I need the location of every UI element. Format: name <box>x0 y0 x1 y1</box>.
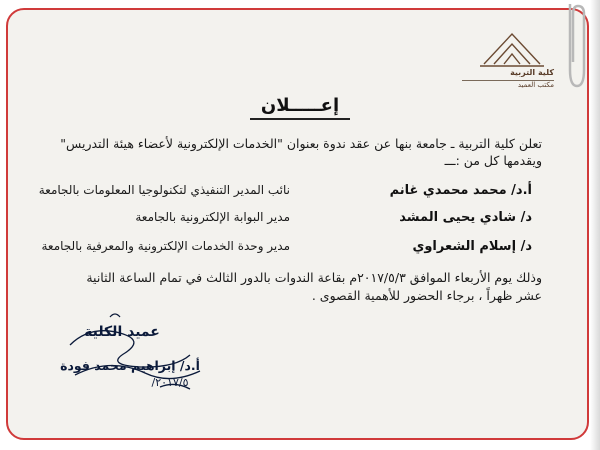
speaker-role-2: مدير البوابة الإلكترونية بالجامعة <box>135 210 290 224</box>
speaker-name-1: أ.د/ محمد محمدي غانم <box>389 183 532 198</box>
logo-subtitle: مكتب العميد <box>462 80 554 90</box>
page-shadow-edge <box>590 0 600 450</box>
details-line-2: عشر ظهراً ، برجاء الحضور للأهمية القصوى . <box>311 288 542 303</box>
signature-date: ٢٠١٧/٥/ <box>151 376 189 389</box>
speaker-role-1: نائب المدير التنفيذي لتكنولوجيا المعلومات بالجامعة <box>38 183 290 197</box>
intro-line-2: ويقدمها كل من :ـــ <box>444 153 542 168</box>
speaker-role-3: مدير وحدة الخدمات الإلكترونية والمعرفية بالجامعة <box>41 239 290 253</box>
heading-underline <box>250 118 350 120</box>
intro-line-1: تعلن كلية التربية ـ جامعة بنها عن عقد ندوة بعنوان "الخدمات الإلكترونية لأعضاء هيئة التدريس" <box>60 136 542 151</box>
announcement-heading: إعـــــلان <box>260 95 340 116</box>
speaker-name-3: د/ إسلام الشعراوي <box>412 239 532 254</box>
paperclip-icon <box>564 0 586 92</box>
logo-title: كلية التربية <box>510 68 554 77</box>
speaker-name-2: د/ شادي يحيى المشد <box>399 210 532 225</box>
details-line-1: وذلك يوم الأربعاء الموافق ٢٠١٧/٥/٣م بقاعة الندوات بالدور الثالث في تمام الساعة الثانية <box>86 270 542 285</box>
signature-title: عميد الكلية <box>84 324 160 340</box>
signature-name: أ.د/ إبراهيم محمد فودة <box>60 358 200 373</box>
